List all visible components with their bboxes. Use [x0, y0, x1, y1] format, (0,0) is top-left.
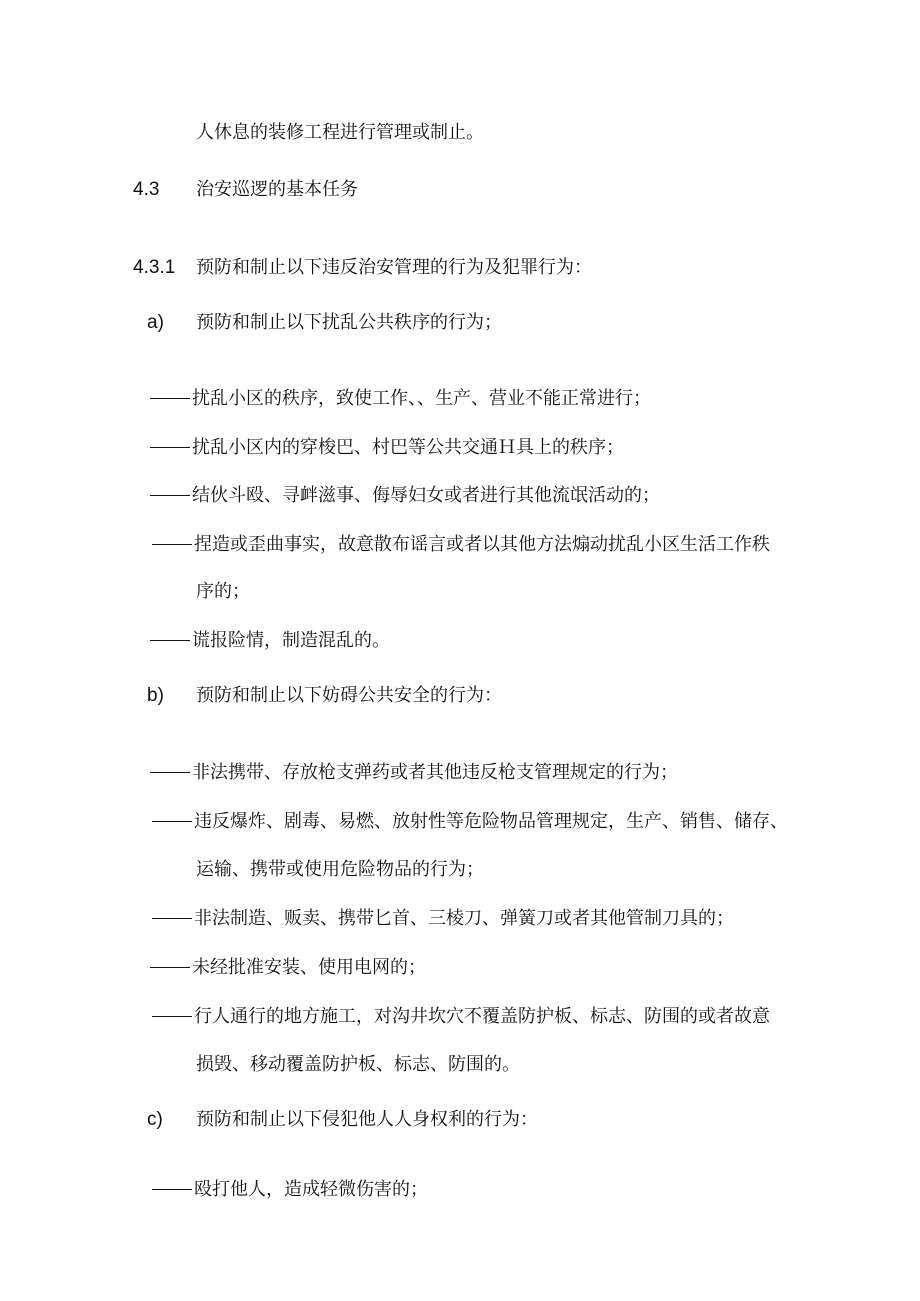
list-item: 捏造或歪曲事实，故意散布谣言或者以其他方法煽动扰乱小区生活工作秩 [152, 533, 770, 557]
em-dash [152, 1016, 192, 1017]
em-dash [150, 495, 190, 496]
em-dash [150, 772, 190, 773]
item-a-title: 预防和制止以下扰乱公共秩序的行为； [196, 312, 502, 333]
list-item-continuation: 损毁、移动覆盖防护板、标志、防围的。 [196, 1054, 520, 1075]
em-dash [152, 1189, 192, 1190]
list-item: 殴打他人，造成轻微伤害的； [152, 1178, 428, 1202]
list-item: 行人通行的地方施工，对沟井坎穴不覆盖防护板、标志、防围的或者故意 [152, 1005, 770, 1029]
em-dash [150, 967, 190, 968]
list-item: 非法携带、存放枪支弹药或者其他违反枪支管理规定的行为； [150, 761, 678, 785]
subsection-title: 预防和制止以下违反治安管理的行为及犯罪行为： [196, 257, 592, 278]
list-item: 扰乱小区内的穿梭巴、村巴等公共交通Ｈ具上的秩序； [150, 436, 624, 460]
section-title: 治安巡逻的基本任务 [196, 179, 358, 200]
em-dash [152, 918, 192, 919]
item-c-label: c) [147, 1109, 163, 1130]
list-item: 非法制造、贩卖、携带匕首、三棱刀、弹簧刀或者其他管制刀具的； [152, 907, 734, 931]
em-dash [152, 821, 192, 822]
em-dash [152, 544, 192, 545]
continuation-text: 人休息的装修工程进行管理或制止。 [196, 122, 484, 143]
list-item: 扰乱小区的秩序，致使工作、、生产、营业不能正常进行； [150, 387, 651, 411]
list-item-continuation: 序的； [196, 581, 250, 602]
item-b-label: b) [147, 685, 164, 706]
em-dash [150, 398, 190, 399]
list-item-continuation: 运输、携带或使用危险物品的行为； [196, 859, 484, 880]
item-c-title: 预防和制止以下侵犯他人人身权利的行为： [196, 1109, 538, 1130]
em-dash [150, 640, 190, 641]
item-a-label: a) [147, 312, 164, 333]
list-item: 谎报险情，制造混乱的。 [150, 629, 390, 653]
list-item: 未经批准安装、使用电网的； [150, 956, 426, 980]
list-item: 违反爆炸、剧毒、易燃、放射性等危险物品管理规定，生产、销售、储存、 [152, 810, 788, 834]
list-item: 结伙斗殴、寻衅滋事、侮辱妇女或者进行其他流氓活动的； [150, 484, 660, 508]
item-b-title: 预防和制止以下妨碍公共安全的行为： [196, 685, 502, 706]
em-dash [150, 447, 190, 448]
subsection-number: 4.3.1 [133, 257, 176, 278]
section-number: 4.3 [133, 179, 160, 200]
